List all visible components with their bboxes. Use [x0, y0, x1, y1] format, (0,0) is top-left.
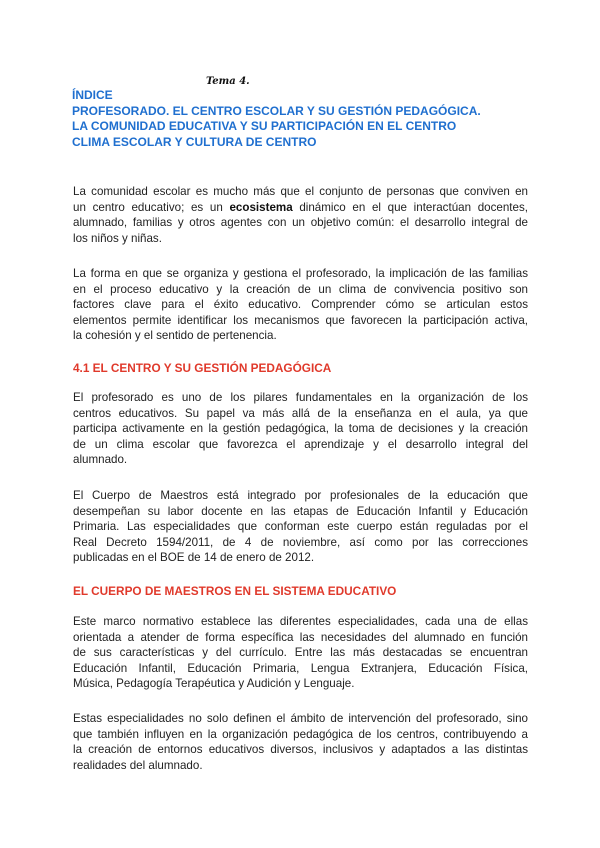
index-item: CLIMA ESCOLAR Y CULTURA DE CENTRO — [72, 134, 317, 149]
text-line: de sus características y del currículo. Entre las más destacadas se encuentran — [73, 646, 528, 660]
emphasis-ecosistema: ecosistema — [229, 200, 293, 214]
text-line: El profesorado es uno de los pilares fundamentales en la organización de los — [73, 391, 528, 404]
intro-paragraph-1 — [73, 184, 528, 246]
topic-label: Tema 4. — [206, 76, 250, 87]
text-line: realidades del alumnado. — [73, 758, 203, 772]
text-line: alumnado, familias y otros agentes con un objetivo común: el desarrollo integral de — [73, 216, 528, 230]
text-line: la cohesión y el sentido de pertenencia. — [73, 329, 277, 343]
section2-paragraph-1 — [73, 614, 528, 692]
text-line: desempeñan su labor docente en las etapas de Educación Infantil y Educación — [73, 504, 528, 518]
text-line: la creación de entornos educativos diversos, inclusivos y adaptados a las distintas — [73, 743, 528, 757]
text-line: Estas especialidades no solo definen el ámbito de intervención del profesorado, sino — [73, 712, 528, 725]
section-heading-centro: 4.1 EL CENTRO Y SU GESTIÓN PEDAGÓGICA — [73, 361, 332, 375]
section1-paragraph-1 — [73, 390, 528, 468]
text-line: La comunidad escolar es mucho más que el conjunto de personas que conviven en — [73, 185, 528, 198]
index-title: ÍNDICE — [72, 88, 113, 102]
section1-paragraph-2 — [73, 488, 528, 566]
text-line: que también influyen en la organización pedagógica de los centros, contribuyendo a — [73, 727, 528, 741]
text-line: participa activamente en la gestión pedagógica, la toma de decisiones y la creación — [73, 422, 528, 436]
intro-paragraph-2 — [73, 266, 528, 344]
text-line: orientada a atender de forma específica las necesidades del alumnado en función — [73, 630, 528, 644]
text-line: alumnado. — [73, 453, 128, 467]
text-line: factores clave para el éxito educativo. Comprender cómo se articulan estos — [73, 298, 528, 312]
section-heading-cuerpo-maestros: EL CUERPO DE MAESTROS EN EL SISTEMA EDUCATIVO — [73, 584, 397, 598]
index-item: LA COMUNIDAD EDUCATIVA Y SU PARTICIPACIÓN EN EL CENTRO — [72, 119, 457, 133]
section2-paragraph-2 — [73, 711, 528, 773]
text-line: Este marco normativo establece las diferentes especialidades, cada una de ellas — [73, 615, 528, 628]
text-line: un centro educativo; es un ecosistema dinámico en el que interactúan docentes, — [73, 200, 528, 214]
text-line: en el proceso educativo y la creación de un clima de convivencia positivo son — [73, 282, 528, 296]
index-block — [72, 88, 481, 150]
text-line: La forma en que se organiza y gestiona el profesorado, la implicación de las familias — [73, 267, 528, 280]
text-line: Real Decreto 1594/2011, de 4 de noviembre, así como por las correcciones — [73, 535, 528, 549]
text-line: El Cuerpo de Maestros está integrado por profesionales de la educación que — [73, 489, 528, 502]
text-line: publicadas en el BOE de 14 de enero de 2012. — [73, 551, 315, 565]
text-line: los niños y niñas. — [73, 231, 162, 245]
text-line: Música, Pedagogía Terapéutica y Audición y Lenguaje. — [73, 677, 355, 691]
text-line: centros educativos. Su papel va más allá de la enseñanza en el aula, ya que — [73, 406, 528, 420]
text-line: elementos permite identificar los mecanismos que favorecen la participación activa, — [73, 313, 528, 327]
text-line: Educación Infantil, Educación Primaria, Lengua Extranjera, Educación Física, — [73, 661, 528, 675]
text-line: de un clima escolar que favorezca el aprendizaje y el desarrollo integral del — [73, 437, 528, 451]
index-item: PROFESORADO. EL CENTRO ESCOLAR Y SU GESTIÓN PEDAGÓGICA. — [72, 103, 481, 118]
text-line: Primaria. Las especialidades que conforman este cuerpo están reguladas por el — [73, 520, 528, 534]
